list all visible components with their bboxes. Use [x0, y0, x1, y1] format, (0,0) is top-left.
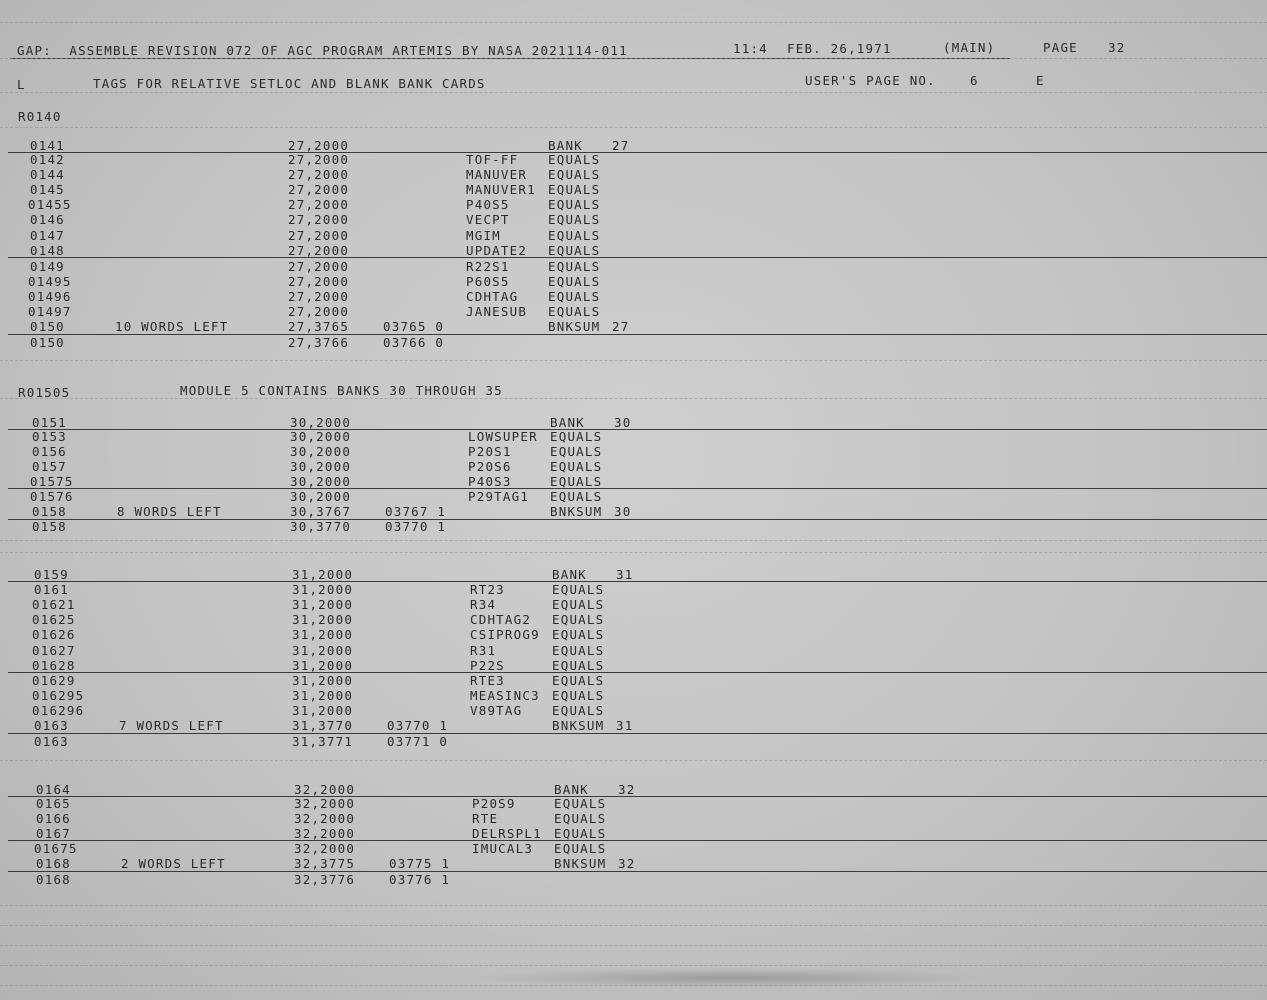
cell-num: 01625	[32, 612, 76, 627]
cell-oct: 03766 0	[383, 335, 445, 350]
cell-oct: 03771 0	[387, 734, 449, 749]
print-smudge	[470, 968, 990, 988]
cell-oct: 03776 1	[389, 872, 451, 887]
cell-op: EQUALS	[552, 612, 605, 627]
listing-row	[0, 719, 1267, 734]
listing-row	[0, 430, 1267, 445]
cell-addr: 27,2000	[288, 243, 350, 258]
listing-row	[0, 168, 1267, 183]
page-title: TAGS FOR RELATIVE SETLOC AND BLANK BANK CARDS	[93, 76, 486, 91]
cell-addr: 30,3770	[290, 519, 352, 534]
cell-addr: 27,2000	[288, 212, 350, 227]
cell-addr: 31,2000	[292, 703, 354, 718]
listing-row	[0, 797, 1267, 812]
cell-addr: 30,3767	[290, 504, 352, 519]
listing-row	[0, 229, 1267, 244]
cell-num: 01575	[30, 474, 74, 489]
cell-op: EQUALS	[548, 304, 601, 319]
listing-row	[0, 490, 1267, 505]
listing-row	[0, 183, 1267, 198]
cell-addr: 30,2000	[290, 415, 352, 430]
cell-addr: 31,3770	[292, 718, 354, 733]
header-date: FEB. 26,1971	[787, 41, 892, 56]
cell-addr: 31,2000	[292, 627, 354, 642]
row-separator	[8, 796, 1267, 797]
cell-addr: 31,2000	[292, 567, 354, 582]
cell-num: 0158	[32, 519, 67, 534]
cell-op: EQUALS	[550, 429, 603, 444]
cell-oct: 03765 0	[383, 319, 445, 334]
cell-num: 01495	[28, 274, 72, 289]
cell-tag: DELRSPL1	[472, 826, 542, 841]
cell-num: 01629	[32, 673, 76, 688]
cell-num: 0150	[30, 335, 65, 350]
cell-oct: 03770 1	[387, 718, 449, 733]
cell-addr: 32,3776	[294, 872, 356, 887]
cell-num: 01626	[32, 627, 76, 642]
cell-addr: 31,2000	[292, 688, 354, 703]
cell-addr: 27,2000	[288, 138, 350, 153]
cell-op: EQUALS	[548, 274, 601, 289]
cell-addr: 32,2000	[294, 826, 356, 841]
cell-tag: JANESUB	[466, 304, 528, 319]
cell-op: BANK	[548, 138, 583, 153]
cell-operand: 27	[612, 138, 630, 153]
cell-addr: 27,2000	[288, 259, 350, 274]
header-time: 11:4	[733, 41, 768, 56]
cell-op: EQUALS	[550, 459, 603, 474]
cell-addr: 27,2000	[288, 167, 350, 182]
cell-num: 0147	[30, 228, 65, 243]
listing-row	[0, 153, 1267, 168]
cell-left: 10 WORDS LEFT	[115, 319, 229, 334]
row-separator	[8, 581, 1267, 582]
row-separator	[8, 840, 1267, 841]
cell-num: 0159	[34, 567, 69, 582]
cell-num: 0142	[30, 152, 65, 167]
cell-op: EQUALS	[552, 643, 605, 658]
cell-op: EQUALS	[548, 289, 601, 304]
cell-num: 0141	[30, 138, 65, 153]
cell-num: 0145	[30, 182, 65, 197]
cell-num: 01576	[30, 489, 74, 504]
cell-tag: P40S3	[468, 474, 512, 489]
cell-addr: 30,2000	[290, 444, 352, 459]
cell-addr: 30,2000	[290, 489, 352, 504]
header-page-label: PAGE	[1043, 40, 1078, 55]
cell-num: 0161	[34, 582, 69, 597]
cell-operand: 32	[618, 856, 636, 871]
listing-row	[0, 290, 1267, 305]
cell-tag: CDHTAG	[466, 289, 519, 304]
cell-left: 8 WORDS LEFT	[117, 504, 222, 519]
cell-num: 0157	[32, 459, 67, 474]
cell-num: 0168	[36, 856, 71, 871]
background-rule	[0, 398, 1267, 399]
cell-addr: 27,2000	[288, 274, 350, 289]
cell-oct: 03770 1	[385, 519, 447, 534]
cell-num: 0153	[32, 429, 67, 444]
cell-num: 0148	[30, 243, 65, 258]
cell-num: 01627	[32, 643, 76, 658]
cell-tag: CDHTAG2	[470, 612, 532, 627]
cell-num: 0158	[32, 504, 67, 519]
cell-num: 01496	[28, 289, 72, 304]
cell-addr: 32,2000	[294, 782, 356, 797]
cell-op: EQUALS	[552, 688, 605, 703]
background-rule	[0, 540, 1267, 541]
cell-tag: V89TAG	[470, 703, 523, 718]
cell-op: EQUALS	[552, 597, 605, 612]
row-separator	[8, 429, 1267, 430]
background-rule	[0, 905, 1267, 906]
e-mark: E	[1036, 73, 1045, 88]
cell-num: 016296	[32, 703, 85, 718]
cell-addr: 31,2000	[292, 643, 354, 658]
listing-row	[0, 644, 1267, 659]
cell-num: 0168	[36, 872, 71, 887]
cell-addr: 30,2000	[290, 459, 352, 474]
background-rule	[0, 760, 1267, 761]
background-rule	[0, 22, 1267, 23]
cell-op: EQUALS	[548, 228, 601, 243]
cell-num: 016295	[32, 688, 85, 703]
cell-num: 0149	[30, 259, 65, 274]
listing-row	[0, 842, 1267, 857]
cell-op: EQUALS	[548, 197, 601, 212]
cell-tag: IMUCAL3	[472, 841, 534, 856]
cell-op: EQUALS	[552, 673, 605, 688]
cell-tag: UPDATE2	[466, 243, 528, 258]
cell-operand: 31	[616, 567, 634, 582]
listing-row	[0, 505, 1267, 520]
cell-addr: 27,2000	[288, 197, 350, 212]
cell-tag: P20S9	[472, 796, 516, 811]
cell-op: EQUALS	[550, 489, 603, 504]
row-separator	[8, 257, 1267, 258]
cell-tag: P22S	[470, 658, 505, 673]
cell-num: 0165	[36, 796, 71, 811]
cell-addr: 27,3766	[288, 335, 350, 350]
cell-tag: P20S6	[468, 459, 512, 474]
cell-tag: RT23	[470, 582, 505, 597]
cell-num: 0144	[30, 167, 65, 182]
header-page-number: 32	[1108, 40, 1126, 55]
cell-op: BNKSUM	[548, 319, 601, 334]
cell-addr: 27,2000	[288, 289, 350, 304]
listing-row	[0, 628, 1267, 643]
section-label: R01505	[18, 385, 71, 400]
listing-row	[0, 213, 1267, 228]
listing-row	[0, 520, 1267, 535]
cell-num: 0156	[32, 444, 67, 459]
cell-num: 01628	[32, 658, 76, 673]
listing-row	[0, 598, 1267, 613]
cell-num: 0146	[30, 212, 65, 227]
cell-op: EQUALS	[550, 444, 603, 459]
section-label: R0140	[18, 109, 62, 124]
listing-row	[0, 583, 1267, 598]
cell-num: 0163	[34, 734, 69, 749]
cell-left: 7 WORDS LEFT	[119, 718, 224, 733]
cell-num: 0167	[36, 826, 71, 841]
background-rule	[0, 552, 1267, 553]
cell-tag: MGIM	[466, 228, 501, 243]
cell-op: EQUALS	[552, 703, 605, 718]
row-separator	[8, 519, 1267, 520]
cell-addr: 31,2000	[292, 597, 354, 612]
cell-tag: MEASINC3	[470, 688, 540, 703]
row-separator	[8, 152, 1267, 153]
background-rule	[0, 965, 1267, 966]
cell-op: EQUALS	[552, 627, 605, 642]
cell-addr: 32,2000	[294, 811, 356, 826]
l-label: L	[17, 77, 26, 92]
cell-tag: P40S5	[466, 197, 510, 212]
cell-operand: 30	[614, 504, 632, 519]
cell-operand: 31	[616, 718, 634, 733]
cell-op: EQUALS	[550, 474, 603, 489]
cell-addr: 30,2000	[290, 474, 352, 489]
row-separator	[8, 871, 1267, 872]
cell-addr: 31,3771	[292, 734, 354, 749]
cell-num: 0151	[32, 415, 67, 430]
header-main: (MAIN)	[943, 40, 996, 55]
listing-row	[0, 445, 1267, 460]
cell-tag: RTE	[472, 811, 499, 826]
cell-tag: R22S1	[466, 259, 510, 274]
cell-oct: 03767 1	[385, 504, 447, 519]
cell-tag: RTE3	[470, 673, 505, 688]
cell-num: 01621	[32, 597, 76, 612]
listing-row	[0, 198, 1267, 213]
background-rule	[0, 92, 1267, 93]
cell-op: EQUALS	[554, 826, 607, 841]
listing-row	[0, 704, 1267, 719]
cell-tag: P29TAG1	[468, 489, 530, 504]
cell-num: 0164	[36, 782, 71, 797]
cell-tag: R31	[470, 643, 497, 658]
cell-op: EQUALS	[554, 796, 607, 811]
cell-addr: 31,2000	[292, 582, 354, 597]
listing-row	[0, 305, 1267, 320]
listing-row	[0, 460, 1267, 475]
cell-tag: P60S5	[466, 274, 510, 289]
cell-op: EQUALS	[554, 811, 607, 826]
listing-row	[0, 275, 1267, 290]
assembly-header: GAP: ASSEMBLE REVISION 072 OF AGC PROGRAM ARTEMIS BY NASA 2021114-011	[17, 43, 628, 58]
row-separator	[8, 488, 1267, 489]
listing-row	[0, 689, 1267, 704]
cell-tag: P20S1	[468, 444, 512, 459]
row-separator	[8, 733, 1267, 734]
cell-tag: MANUVER	[466, 167, 528, 182]
cell-num: 0166	[36, 811, 71, 826]
cell-op: EQUALS	[548, 243, 601, 258]
row-separator	[8, 334, 1267, 335]
listing-row	[0, 873, 1267, 888]
cell-addr: 27,2000	[288, 152, 350, 167]
cell-num: 01675	[34, 841, 78, 856]
cell-operand: 27	[612, 319, 630, 334]
cell-op: EQUALS	[548, 259, 601, 274]
cell-tag: MANUVER1	[466, 182, 536, 197]
cell-addr: 27,2000	[288, 228, 350, 243]
cell-op: BNKSUM	[554, 856, 607, 871]
cell-tag: CSIPROG9	[470, 627, 540, 642]
users-page-label: USER'S PAGE NO.	[805, 73, 936, 88]
cell-addr: 32,2000	[294, 796, 356, 811]
cell-operand: 32	[618, 782, 636, 797]
cell-addr: 31,2000	[292, 612, 354, 627]
cell-num: 0150	[30, 319, 65, 334]
cell-tag: LOWSUPER	[468, 429, 538, 444]
users-page-number: 6	[970, 73, 979, 88]
listing-row	[0, 320, 1267, 335]
cell-op: BANK	[550, 415, 585, 430]
listing-row	[0, 857, 1267, 872]
cell-op: EQUALS	[548, 167, 601, 182]
cell-op: EQUALS	[548, 212, 601, 227]
cell-op: EQUALS	[552, 658, 605, 673]
background-rule	[0, 360, 1267, 361]
cell-op: EQUALS	[554, 841, 607, 856]
listing-row	[0, 735, 1267, 750]
listing-row	[0, 336, 1267, 351]
cell-addr: 30,2000	[290, 429, 352, 444]
listing-row	[0, 812, 1267, 827]
cell-op: EQUALS	[548, 152, 601, 167]
cell-num: 0163	[34, 718, 69, 733]
cell-op: BNKSUM	[550, 504, 603, 519]
cell-tag: VECPT	[466, 212, 510, 227]
background-rule	[0, 58, 1267, 59]
listing-row	[0, 260, 1267, 275]
cell-op: BNKSUM	[552, 718, 605, 733]
cell-tag: TOF-FF	[466, 152, 519, 167]
listing-row	[0, 613, 1267, 628]
cell-op: BANK	[552, 567, 587, 582]
cell-addr: 27,3765	[288, 319, 350, 334]
background-rule	[0, 925, 1267, 926]
cell-operand: 30	[614, 415, 632, 430]
cell-addr: 31,2000	[292, 658, 354, 673]
cell-tag: R34	[470, 597, 497, 612]
background-rule	[0, 945, 1267, 946]
cell-op: EQUALS	[552, 582, 605, 597]
cell-num: 01455	[28, 197, 72, 212]
cell-op: EQUALS	[548, 182, 601, 197]
cell-addr: 31,2000	[292, 673, 354, 688]
cell-num: 01497	[28, 304, 72, 319]
background-rule	[0, 127, 1267, 128]
cell-addr: 27,2000	[288, 182, 350, 197]
module-title: MODULE 5 CONTAINS BANKS 30 THROUGH 35	[180, 383, 503, 398]
cell-addr: 32,2000	[294, 841, 356, 856]
listing-row	[0, 674, 1267, 689]
cell-left: 2 WORDS LEFT	[121, 856, 226, 871]
cell-op: BANK	[554, 782, 589, 797]
cell-addr: 32,3775	[294, 856, 356, 871]
cell-addr: 27,2000	[288, 304, 350, 319]
cell-oct: 03775 1	[389, 856, 451, 871]
row-separator	[8, 672, 1267, 673]
